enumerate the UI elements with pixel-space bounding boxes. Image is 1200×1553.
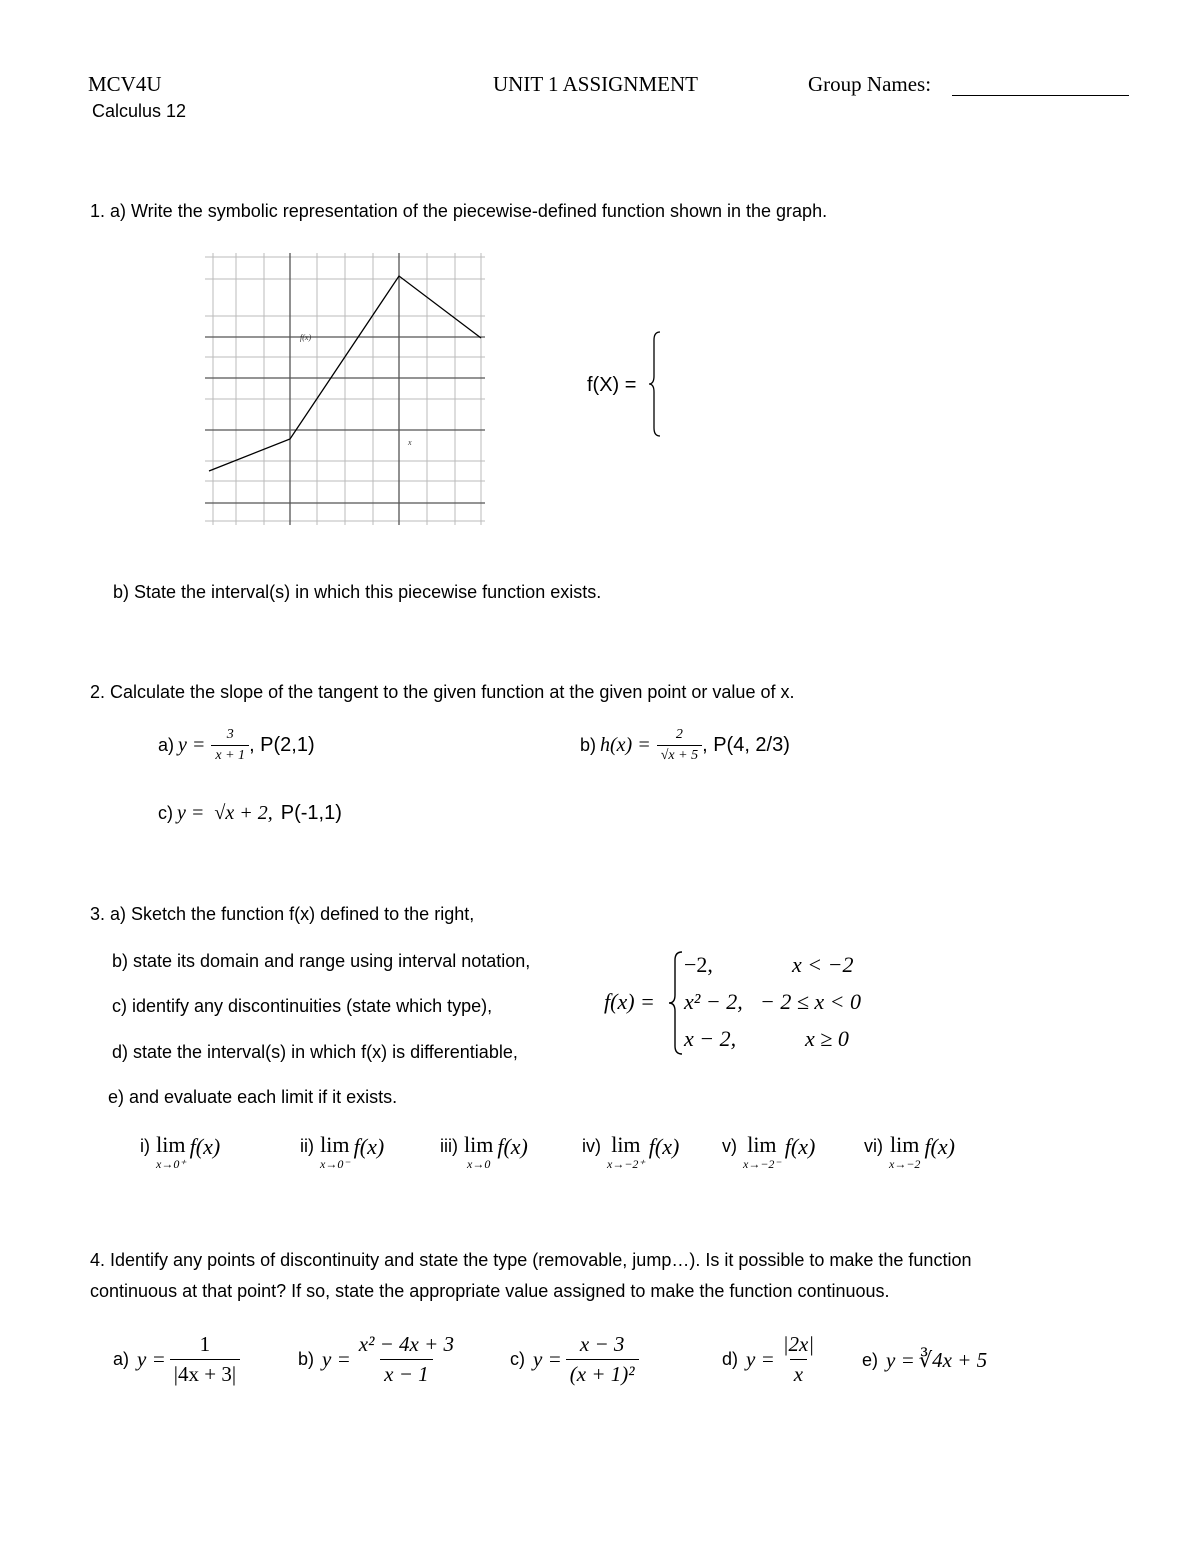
q4c-label: c) bbox=[510, 1349, 525, 1369]
q4-text-line2: continuous at that point? If so, state the appropriate value assigned to make the function continuous. bbox=[90, 1281, 890, 1301]
q3-limit-v-sub: x→−2⁻ bbox=[743, 1157, 781, 1171]
q4b-fraction bbox=[355, 1332, 458, 1387]
q3-limit-i-sub: x→0⁺ bbox=[156, 1157, 186, 1171]
q3-limit-v-lim: lim bbox=[747, 1132, 777, 1157]
q4b-denominator: x − 1 bbox=[380, 1359, 433, 1387]
q2a-fraction bbox=[211, 727, 249, 764]
q3-limit-ii-lim: lim bbox=[320, 1132, 350, 1157]
q3-case-3-cond: x ≥ 0 bbox=[805, 1026, 849, 1051]
q3-limit-iv bbox=[582, 1134, 679, 1170]
q4b-lhs: y = bbox=[322, 1347, 351, 1371]
q4d-numerator: |2x| bbox=[782, 1332, 815, 1356]
q1a-text: 1. a) Write the symbolic representation of the piecewise-defined function shown in the graph. bbox=[90, 201, 828, 221]
q2c-lhs: y = bbox=[177, 802, 205, 824]
q3-limit-i-label: i) bbox=[140, 1136, 150, 1156]
q2a-denominator: x + 1 bbox=[211, 745, 249, 764]
q3-limit-vi-fx: f(x) bbox=[924, 1134, 955, 1159]
q1-graph bbox=[205, 253, 485, 525]
q3-limit-iii-lim: lim bbox=[464, 1132, 494, 1157]
q2b-label: b) bbox=[580, 735, 597, 755]
q4a-numerator: 1 bbox=[199, 1332, 211, 1356]
group-names-label: Group Names: bbox=[808, 72, 932, 96]
q2b-denominator: √x + 5 bbox=[657, 745, 702, 764]
q4d-label: d) bbox=[722, 1349, 739, 1369]
q3-limit-i-lim: lim bbox=[156, 1132, 186, 1157]
q4c-expression bbox=[510, 1332, 639, 1387]
q3-limit-ii bbox=[300, 1134, 384, 1170]
q3-open-brace bbox=[668, 950, 684, 1056]
q2b-expression bbox=[580, 727, 790, 764]
q2c-expression bbox=[158, 802, 342, 825]
q3-limit-i bbox=[140, 1134, 220, 1170]
q4e-expression bbox=[862, 1347, 987, 1373]
q2b-lhs: h(x) = bbox=[600, 734, 651, 756]
q4b-expression bbox=[298, 1332, 458, 1387]
q3-limit-i-fx: f(x) bbox=[189, 1134, 221, 1159]
q2a-expression bbox=[158, 727, 315, 764]
q1-fx-label: f(X) = bbox=[587, 374, 637, 396]
q3-limit-iii-sub: x→0 bbox=[467, 1157, 491, 1171]
q4d-lhs: y = bbox=[746, 1347, 775, 1371]
q4e-lhs: y = bbox=[886, 1347, 915, 1372]
q3c-text: c) identify any discontinuities (state which type), bbox=[112, 996, 493, 1016]
q4b-numerator: x² − 4x + 3 bbox=[358, 1332, 455, 1356]
q3-limit-iv-lim: lim bbox=[611, 1132, 641, 1157]
q3-limit-v bbox=[722, 1134, 815, 1170]
q4c-fraction bbox=[566, 1332, 639, 1387]
course-code: MCV4U bbox=[88, 72, 162, 96]
q3-limit-vi-label: vi) bbox=[864, 1136, 883, 1156]
q3-fx-label: f(x) = bbox=[604, 989, 655, 1014]
q2c-point: P(-1,1) bbox=[280, 802, 342, 824]
q4a-denominator: |4x + 3| bbox=[170, 1359, 240, 1387]
q4e-label: e) bbox=[862, 1349, 879, 1370]
q4e-rhs: ∛4x + 5 bbox=[918, 1348, 988, 1372]
q3-limit-v-fx: f(x) bbox=[784, 1134, 816, 1159]
q3-case-3-expr: x − 2, bbox=[684, 1026, 737, 1051]
group-names-blank[interactable] bbox=[952, 95, 1129, 96]
q4d-denominator: x bbox=[790, 1359, 807, 1387]
q4b-label: b) bbox=[298, 1349, 315, 1369]
q2b-fraction bbox=[657, 727, 702, 764]
q2a-numerator: 3 bbox=[226, 727, 234, 742]
q2a-point: , P(2,1) bbox=[249, 734, 315, 756]
q4c-denominator: (x + 1)² bbox=[566, 1359, 639, 1387]
q3-limit-iii-label: iii) bbox=[440, 1136, 458, 1156]
q3a-text: 3. a) Sketch the function f(x) defined to the right, bbox=[90, 904, 475, 924]
q4a-expression bbox=[113, 1332, 240, 1387]
q4c-lhs: y = bbox=[533, 1347, 562, 1371]
q2a-label: a) bbox=[158, 735, 175, 755]
q3-limit-iii bbox=[440, 1134, 528, 1170]
q3b-text: b) state its domain and range using interval notation, bbox=[112, 951, 531, 971]
q2b-point: , P(4, 2/3) bbox=[702, 734, 790, 756]
q3e-text: e) and evaluate each limit if it exists. bbox=[108, 1087, 398, 1107]
q3d-text: d) state the interval(s) in which f(x) is differentiable, bbox=[112, 1042, 518, 1062]
course-name: Calculus 12 bbox=[92, 101, 187, 121]
q3-limit-vi bbox=[864, 1134, 955, 1170]
q3-limit-v-label: v) bbox=[722, 1136, 737, 1156]
q4a-fraction bbox=[170, 1332, 240, 1387]
q2b-numerator: 2 bbox=[675, 727, 683, 742]
q3-limit-vi-sub: x→−2 bbox=[889, 1157, 921, 1171]
q1-open-brace bbox=[648, 330, 662, 438]
graph-axis-label-fx: f(x) bbox=[300, 333, 312, 342]
q2a-lhs: y = bbox=[178, 734, 206, 756]
q3-limit-iii-fx: f(x) bbox=[497, 1134, 528, 1159]
q4a-lhs: y = bbox=[137, 1347, 166, 1371]
q2-prompt: 2. Calculate the slope of the tangent to the given function at the given point or value of x. bbox=[90, 682, 795, 702]
q3-limit-iv-fx: f(x) bbox=[648, 1134, 680, 1159]
q3-limit-ii-fx: f(x) bbox=[353, 1134, 385, 1159]
q4a-label: a) bbox=[113, 1349, 130, 1369]
q4d-expression bbox=[722, 1332, 818, 1387]
q3-limit-ii-sub: x→0⁻ bbox=[320, 1157, 350, 1171]
q3-case-1-expr: −2, bbox=[684, 952, 713, 977]
q3-case-2-cond: − 2 ≤ x < 0 bbox=[760, 989, 862, 1014]
q4-text-line1: 4. Identify any points of discontinuity and state the type (removable, jump…). Is it possible to make the function bbox=[90, 1250, 972, 1270]
q3-case-2-expr: x² − 2, bbox=[684, 989, 743, 1014]
graph-axis-label-x: x bbox=[408, 438, 412, 447]
q3-limit-ii-label: ii) bbox=[300, 1136, 314, 1156]
q4c-numerator: x − 3 bbox=[579, 1332, 625, 1356]
q2c-label: c) bbox=[158, 803, 173, 823]
q3-limit-iv-sub: x→−2⁺ bbox=[607, 1157, 645, 1171]
q1b-text: b) State the interval(s) in which this piecewise function exists. bbox=[113, 582, 602, 602]
q3-case-1-cond: x < −2 bbox=[792, 952, 854, 977]
q3-limit-vi-lim: lim bbox=[890, 1132, 920, 1157]
q3-limit-iv-label: iv) bbox=[582, 1136, 601, 1156]
q4d-fraction bbox=[779, 1332, 818, 1387]
q2c-rhs: √x + 2, bbox=[214, 802, 273, 824]
page-title: UNIT 1 ASSIGNMENT bbox=[493, 72, 698, 96]
